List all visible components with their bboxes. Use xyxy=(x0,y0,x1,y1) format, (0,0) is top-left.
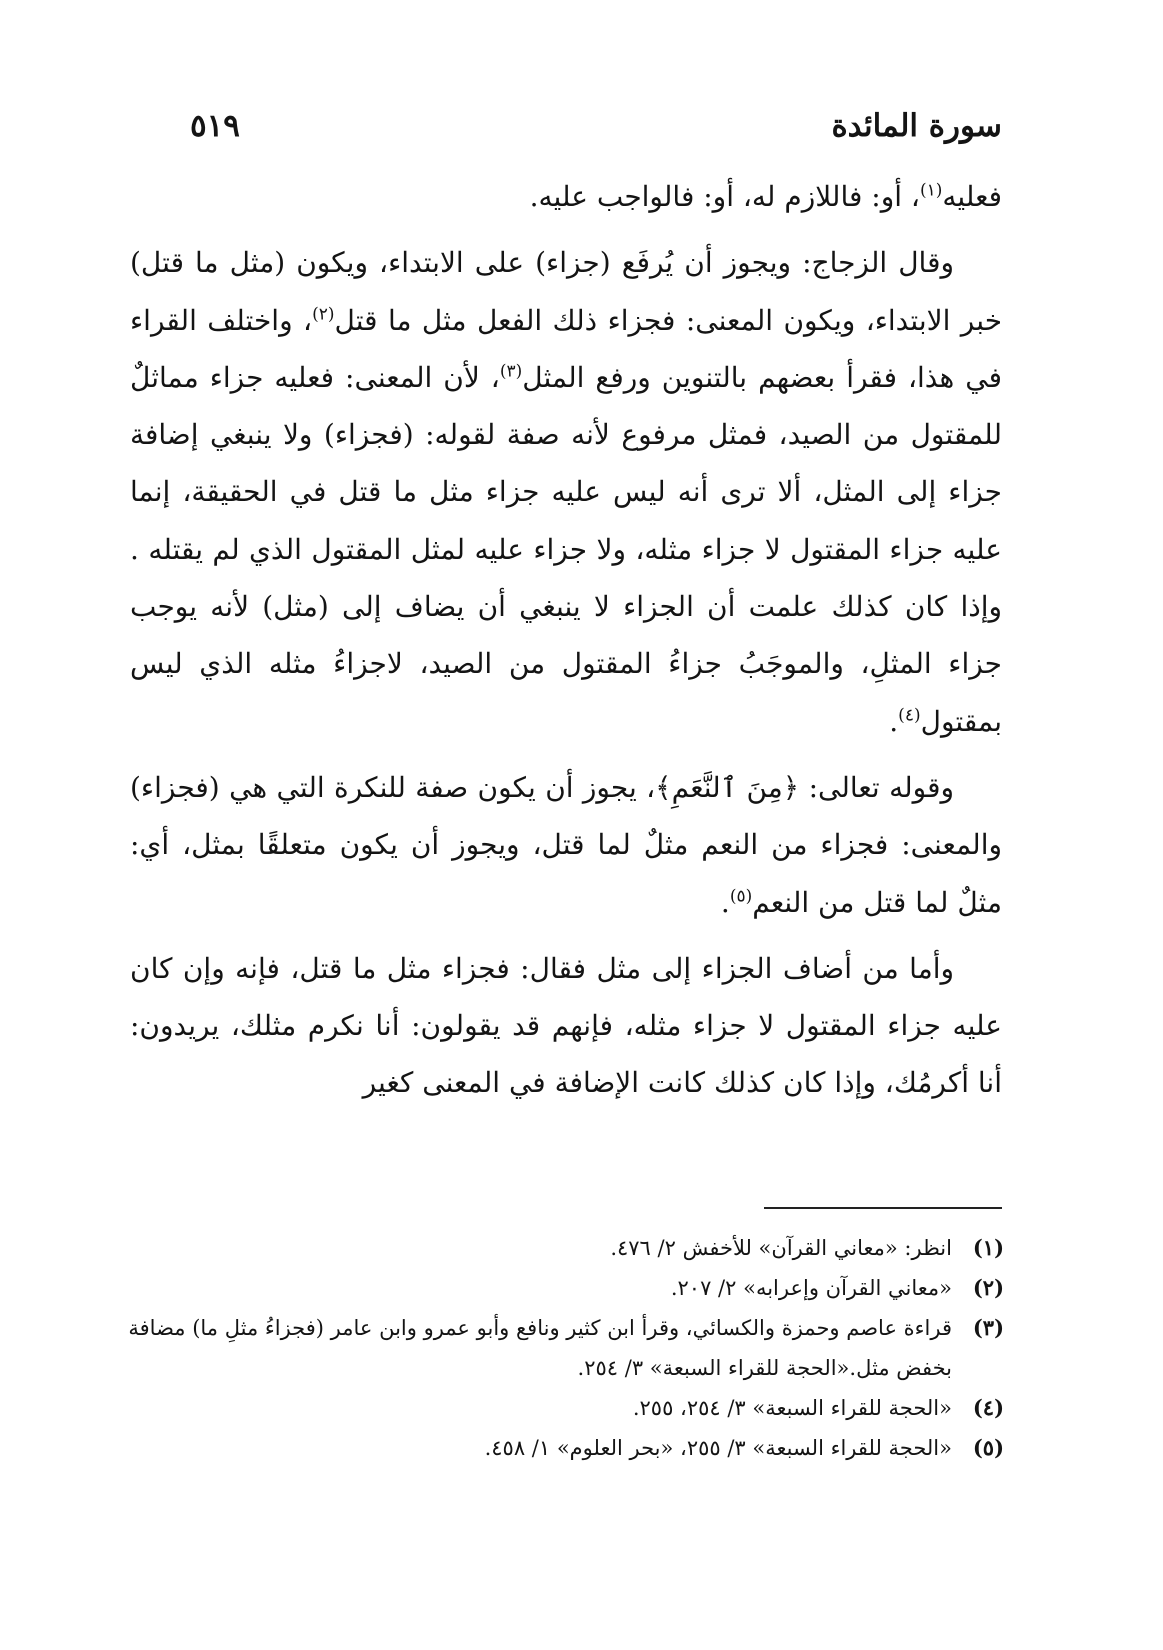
footnote-number: (٣) xyxy=(972,1315,1004,1340)
text-run: ، لأن المعنى: فعليه جزاء مماثلٌ للمقتول من الصيد، فمثل مرفوع لأنه صفة لقوله: (فجزاء) ولا ينبغي إضافة جزاء إلى المثل، ألا ترى أنه ليس عليه جزاء مثل ما قتل في الحقيقة، إنما عليه جزاء المقتول لا جزاء مثله، ولا جزاء عليه لمثل المقتول الذي لم يقتله . وإذا كان كذلك علمت أن الجزاء لا ينبغي أن يضاف إلى (مثل) لأنه يوجب جزاء المثلِ، والموجَبُ جزاءُ المقتول من الصيد، لاجزاءُ مثله الذي ليس بمقتول xyxy=(130,360,1002,738)
footnote-text: «الحجة للقراء السبعة» ٣/ ٢٥٤، ٢٥٥. xyxy=(632,1396,952,1420)
text-run: ، واختلف القراء في هذا، فقرأ بعضهم بالتنوين ورفع المثل xyxy=(130,303,1002,394)
text-run: ، أو: فاللازم له، أو: فالواجب عليه. xyxy=(529,180,920,213)
paragraph xyxy=(130,759,1002,931)
footnote-ref: (٥) xyxy=(729,886,753,907)
page-header xyxy=(130,108,1002,156)
footnote xyxy=(110,1428,1004,1468)
footnote-ref: (١) xyxy=(919,180,943,201)
footnote-ref: (٢) xyxy=(312,304,335,325)
page-number: ٥١٩ xyxy=(190,108,240,144)
main-text xyxy=(130,168,1002,1112)
text-run: وقال الزجاج: ويجوز أن يُرفَع (جزاء) على الابتداء، ويكون (مثل ما قتل) خبر الابتداء، ويكون المعنى: فجزاء ذلك الفعل مثل ما قتل xyxy=(130,246,1002,337)
text-run: وقوله تعالى: ﴿مِنَ ٱلنَّعَمِ﴾، يجوز أن يكون صفة للنكرة التي هي (فجزاء) والمعنى: فجزاء من النعم مثلٌ لما قتل، ويجوز أن يكون متعلقًا بمثل، أي: مثلٌ لما قتل من النعم xyxy=(130,770,1002,919)
text-run: . xyxy=(889,704,899,738)
footnote xyxy=(110,1388,1004,1428)
footnote xyxy=(110,1268,1004,1308)
footnote-number: (٤) xyxy=(972,1395,1004,1420)
text-run: . xyxy=(720,885,730,919)
text-run: وأما من أضاف الجزاء إلى مثل فقال: فجزاء مثل ما قتل، فإنه وإن كان عليه جزاء المقتول لا جزاء مثله، فإنهم قد يقولون: أنا نكرم مثلك، يريدون: أنا أكرمُك، وإذا كان كذلك كانت الإضافة في المعنى كغير xyxy=(130,951,1002,1100)
paragraph xyxy=(130,234,1002,750)
footnotes xyxy=(110,1228,1004,1468)
footnote-text: «الحجة للقراء السبعة» ٣/ ٢٥٥، «بحر العلوم» ١/ ٤٥٨. xyxy=(484,1436,952,1460)
footnote-divider xyxy=(764,1207,1002,1209)
paragraph xyxy=(130,168,1002,225)
surah-title: سورة المائدة xyxy=(831,108,1002,144)
footnote xyxy=(110,1308,1004,1388)
paragraph xyxy=(130,940,1002,1112)
footnote-text: قراءة عاصم وحمزة والكسائي، وقرأ ابن كثير ونافع وأبو عمرو وابن عامر (فجزاءُ مثلِ ما) مضافة بخفض مثل.«الحجة للقراء السبعة» ٣/ ٢٥٤. xyxy=(128,1316,952,1380)
footnote xyxy=(110,1228,1004,1268)
footnote-text: «معاني القرآن وإعرابه» ٢/ ٢٠٧. xyxy=(670,1276,952,1300)
footnote-number: (١) xyxy=(972,1235,1004,1260)
footnote-text: انظر: «معاني القرآن» للأخفش ٢/ ٤٧٦. xyxy=(610,1236,952,1260)
footnote-ref: (٣) xyxy=(499,361,523,382)
footnote-ref: (٤) xyxy=(898,705,921,726)
text-run: فعليه xyxy=(942,180,1002,213)
footnote-number: (٥) xyxy=(972,1435,1004,1460)
footnote-number: (٢) xyxy=(972,1275,1004,1300)
